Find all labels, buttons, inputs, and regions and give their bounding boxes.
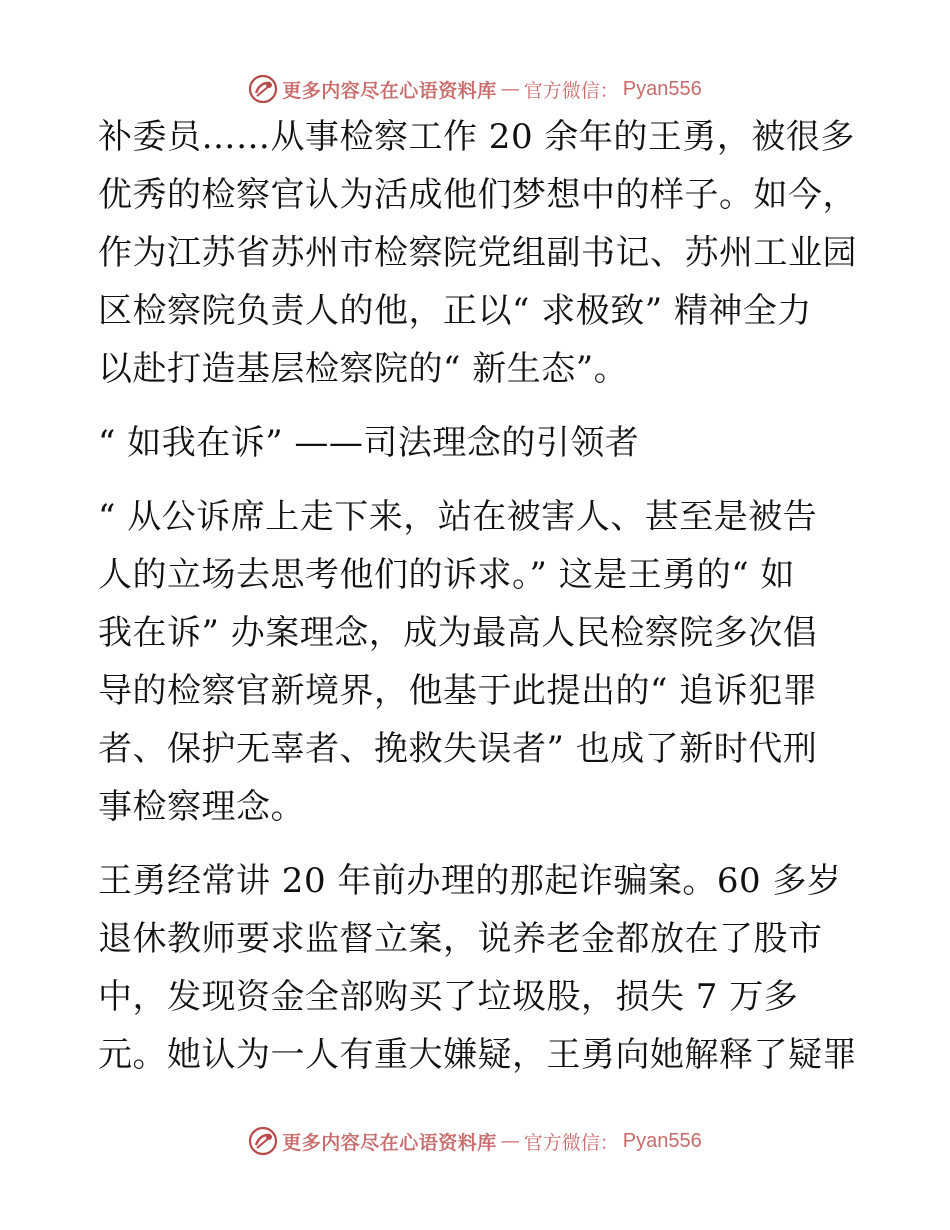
text-line: 者、保护无辜者、挽救失误者” 也成了新时代刑 — [98, 729, 818, 769]
text-line: 区检察院负责人的他，正以“ 求极致” 精神全力 — [98, 291, 812, 331]
banner-dash: — — [500, 78, 520, 100]
text-line: 补委员……从事检察工作 20 余年的王勇，被很多 — [98, 117, 855, 157]
banner-dash: — — [500, 1130, 520, 1152]
text-line: 人的立场去思考他们的诉求。” 这是王勇的“ 如 — [98, 555, 795, 595]
text-line: 以赴打造基层检察院的“ 新生态”。 — [98, 349, 629, 389]
banner-brand-text: 更多内容尽在心语资料库 — [282, 1131, 497, 1154]
text-line: 作为江苏省苏州市检察院党组副书记、苏州工业园 — [98, 233, 857, 273]
header-banner — [0, 72, 950, 106]
document-body — [98, 117, 858, 1096]
text-line: 事检察理念。 — [98, 787, 305, 827]
banner-wechat-id: Pyan556 — [622, 77, 702, 100]
brand-logo-icon — [248, 74, 278, 104]
footer-banner — [0, 1124, 950, 1158]
paragraph-concept — [98, 497, 858, 827]
text-line: 元。她认为一人有重大嫌疑，王勇向她解释了疑罪 — [98, 1035, 857, 1075]
paragraph-case — [98, 861, 858, 1075]
text-line: 我在诉” 办案理念，成为最高人民检察院多次倡 — [98, 613, 818, 653]
paragraph-intro — [98, 117, 858, 389]
banner-wechat-id: Pyan556 — [622, 1129, 702, 1152]
banner-official-label: 官方微信： — [523, 79, 619, 102]
text-line: “ 从公诉席上走下来，站在被害人、甚至是被告 — [98, 497, 818, 537]
text-line: 导的检察官新境界，他基于此提出的“ 追诉犯罪 — [98, 671, 818, 711]
text-line: 优秀的检察官认为活成他们梦想中的样子。如今， — [98, 175, 857, 215]
section-heading — [98, 423, 858, 463]
text-line: 退休教师要求监督立案，说养老金都放在了股市 — [98, 919, 823, 959]
text-line: 中，发现资金全部购买了垃圾股，损失 7 万多 — [98, 977, 799, 1017]
brand-logo-icon — [248, 1126, 278, 1156]
text-line: 王勇经常讲 20 年前办理的那起诈骗案。60 多岁 — [98, 861, 842, 901]
banner-official-label: 官方微信： — [523, 1131, 619, 1154]
section-heading-text: “ 如我在诉” ——司法理念的引领者 — [98, 423, 640, 463]
banner-brand-text: 更多内容尽在心语资料库 — [282, 79, 497, 102]
